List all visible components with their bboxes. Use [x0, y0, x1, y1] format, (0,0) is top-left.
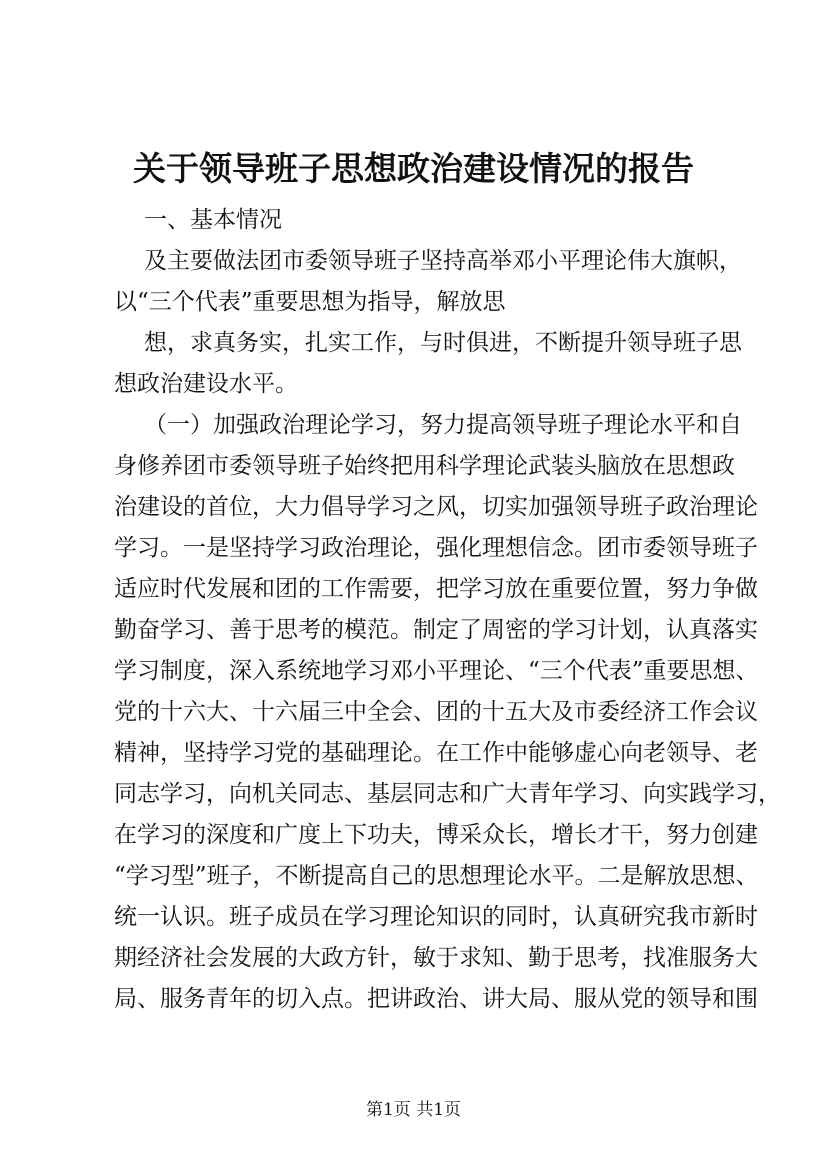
text-line: 学习。一是坚持学习政治理论，强化理想信念。团市委领导班子 — [114, 535, 758, 561]
text-line: 统一认识。班子成员在学习理论知识的同时，认真研究我市新时 — [114, 904, 758, 930]
text-line: “学习型”班子，不断提高自己的思想理论水平。二是解放思想、 — [114, 863, 759, 889]
text-line: 党的十六大、十六届三中全会、团的十五大及市委经济工作会议 — [114, 699, 758, 725]
document-title: 关于领导班子思想政治建设情况的报告 — [133, 149, 694, 188]
text-line: 一、基本情况 — [144, 207, 282, 233]
document-body — [114, 200, 781, 1020]
text-line: 同志学习，向机关同志、基层同志和广大青年学习、向实践学习， — [114, 781, 781, 807]
text-line: 勤奋学习、善于思考的模范。制定了周密的学习计划，认真落实 — [114, 617, 758, 643]
text-line: 及主要做法团市委领导班子坚持高举邓小平理论伟大旗帜， — [144, 248, 742, 274]
text-line: 想政治建设水平。 — [114, 371, 298, 397]
text-line: （一）加强政治理论学习，努力提高领导班子理论水平和自 — [144, 412, 742, 438]
text-line: 学习制度，深入系统地学习邓小平理论、“三个代表”重要思想、 — [114, 658, 759, 684]
page-footer: 第1页 共1页 — [365, 1100, 462, 1120]
text-line: 适应时代发展和团的工作需要，把学习放在重要位置，努力争做 — [114, 576, 758, 602]
text-line: 身修养团市委领导班子始终把用科学理论武装头脑放在思想政 — [114, 453, 735, 479]
text-line: 期经济社会发展的大政方针，敏于求知、勤于思考，找准服务大 — [114, 945, 758, 971]
text-line: 以“三个代表”重要思想为指导，解放思 — [114, 289, 506, 315]
text-line: 想，求真务实，扎实工作，与时俱进，不断提升领导班子思 — [144, 330, 742, 356]
text-line: 局、服务青年的切入点。把讲政治、讲大局、服从党的领导和围 — [114, 986, 758, 1012]
text-line: 在学习的深度和广度上下功夫，博采众长，增长才干，努力创建 — [114, 822, 758, 848]
text-line: 治建设的首位，大力倡导学习之风，切实加强领导班子政治理论 — [114, 494, 758, 520]
text-line: 精神，坚持学习党的基础理论。在工作中能够虚心向老领导、老 — [114, 740, 758, 766]
